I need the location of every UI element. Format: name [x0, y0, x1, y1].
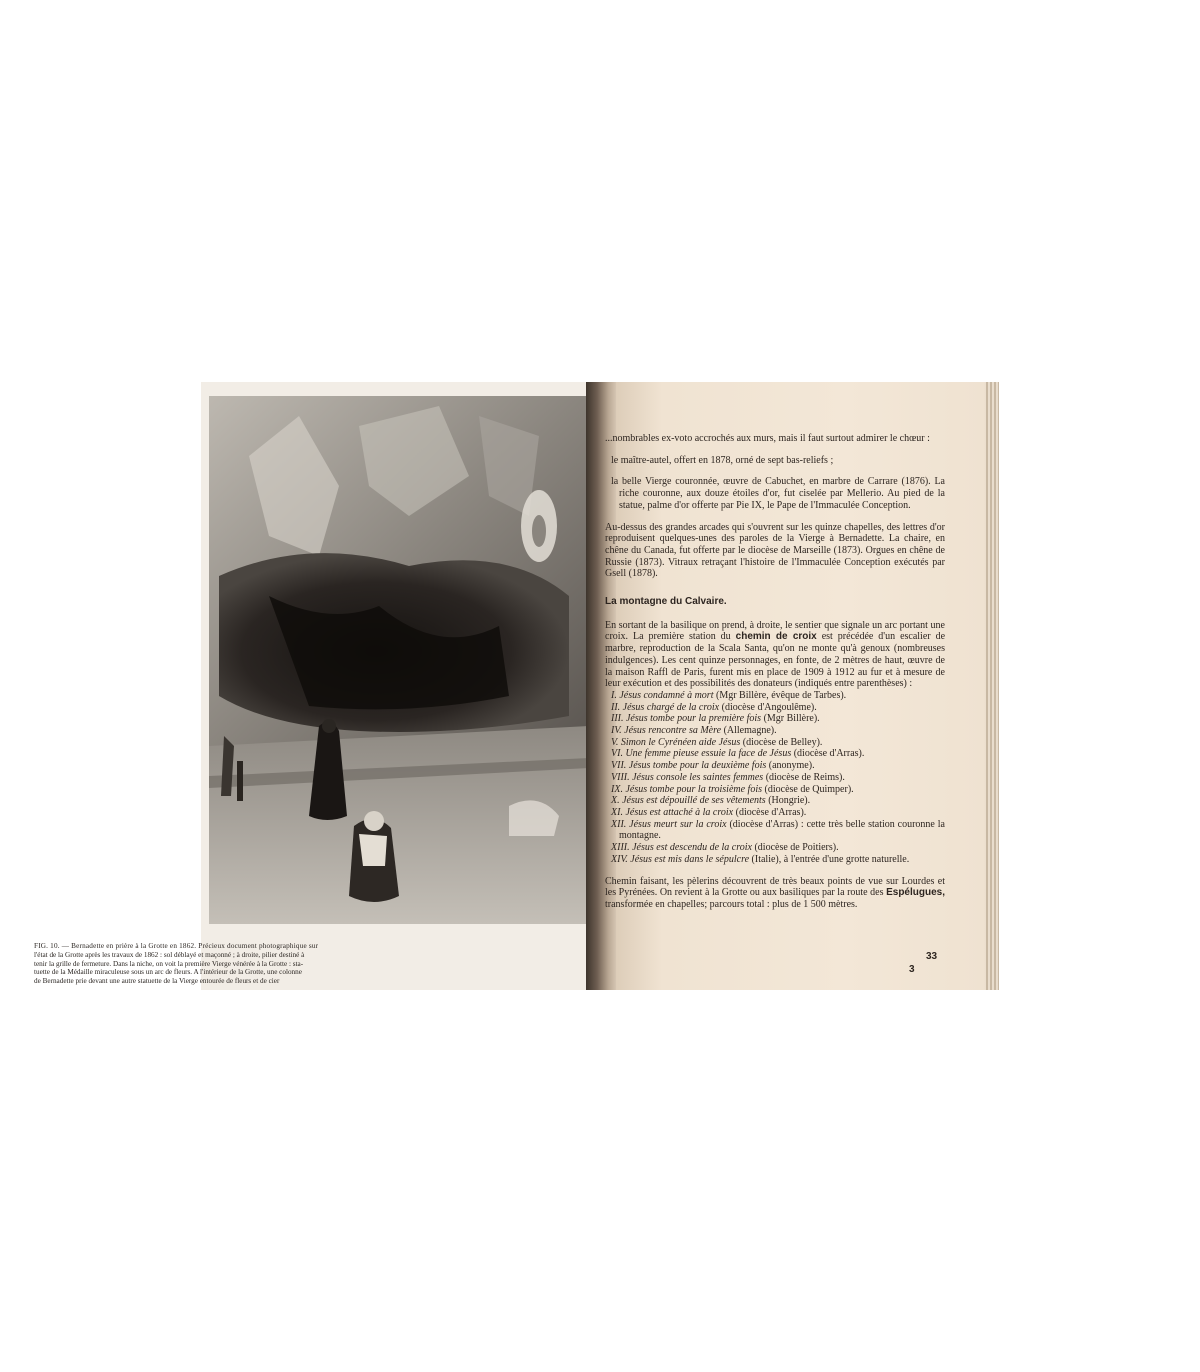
station-item: [605, 795, 945, 807]
station-donor: (diocèse de Poitiers).: [751, 842, 839, 854]
page-edges: [986, 382, 999, 990]
paragraph: [605, 876, 945, 911]
figure-caption: [34, 942, 586, 986]
bold-term: chemin de croix: [735, 631, 817, 643]
station-title: XI. Jésus est attaché à la croix: [611, 806, 734, 818]
station-item: [605, 690, 945, 702]
station-donor: (diocèse d'Arras) : cette très belle station couronne la montagne.: [619, 818, 945, 842]
caption-line: FIG. 10. — Bernadette en prière à la Grotte en 1862. Précieux document photographique sur: [34, 942, 319, 950]
station-title: VI. Une femme pieuse essuie la face de Jésus: [611, 748, 792, 760]
station-item: [605, 807, 945, 819]
station-donor: (Mgr Billère).: [761, 713, 820, 725]
station-item: [605, 713, 945, 725]
paragraph: Au-dessus des grandes arcades qui s'ouvrent sur les quinze chapelles, des lettres d'or reproduisent quelques-unes des paroles de la Vierge à Bernadette. La chaire, en chêne du Canada, fut offerte par le diocèse de Marseille (1873). Orgues en chêne de Russie (1873). Vitraux retraçant l'histoire de l'Immaculée Conception exécutés par Gsell (1878).: [605, 521, 945, 580]
station-donor: (diocèse d'Arras).: [791, 748, 865, 760]
station-title: V. Simon le Cyrénéen aide Jésus: [611, 736, 741, 748]
grotto-photograph: [209, 396, 589, 924]
caption-line: tuette de la Médaille miraculeuse sous un arc de fleurs. A l'intérieur de la Grotte, une colonne: [34, 968, 302, 977]
section-heading: La montagne du Calvaire.: [605, 596, 727, 608]
station-donor: (diocèse d'Arras).: [733, 806, 807, 818]
station-item: [605, 772, 945, 784]
paragraph: ...nombrables ex-voto accrochés aux murs, mais il faut surtout admirer le chœur :: [605, 433, 930, 444]
text-run: Chemin faisant, les pèlerins découvrent de très beaux points de vue sur Lourdes et les Pyrénées. On revient à la Grotte ou aux basiliques par la route des: [605, 875, 945, 899]
station-title: XIV. Jésus est mis dans le sépulcre: [611, 853, 750, 865]
station-donor: (anonyme).: [766, 760, 815, 772]
station-item: [605, 819, 945, 842]
station-donor: (diocèse de Reims).: [763, 771, 845, 783]
station-title: IX. Jésus tombe pour la troisième fois: [611, 783, 763, 795]
station-title: XIII. Jésus est descendu de la croix: [611, 842, 752, 854]
caption-line: tenir la grille de fermeture. Dans la niche, on voit la première Vierge vénérée à la Grotte : sta-: [34, 959, 304, 968]
station-donor: (Italie), à l'entrée d'une grotte naturelle.: [749, 853, 910, 865]
station-donor: (Mgr Billère, évêque de Tarbes).: [713, 689, 847, 701]
page-number: 33: [926, 951, 938, 962]
station-donor: (diocèse de Belley).: [740, 736, 823, 748]
station-title: VII. Jésus tombe pour la deuxième fois: [611, 760, 767, 772]
station-title: VIII. Jésus console les saintes femmes: [611, 771, 764, 783]
station-item: [605, 748, 945, 760]
text-run: transformée en chapelles; parcours total : plus de 1 500 mètres.: [605, 898, 858, 910]
paragraph: [605, 620, 945, 690]
stations-list: [605, 690, 945, 866]
signature-mark: 3: [909, 964, 915, 975]
caption-line: de Bernadette prie devant une autre statuette de la Vierge entourée de fleurs et de cier: [34, 977, 280, 986]
left-page: [201, 382, 591, 990]
station-title: I. Jésus condamné à mort: [611, 689, 714, 701]
station-item: [605, 784, 945, 796]
paragraph: le maître-autel, offert en 1878, orné de sept bas-reliefs ;: [611, 454, 834, 466]
caption-line: l'état de la Grotte après les travaux de 1862 : sol déblayé et maçonné ; à droite, pilier destiné à: [34, 950, 305, 959]
station-item: [605, 702, 945, 714]
station-title: XII. Jésus meurt sur la croix: [611, 818, 727, 830]
station-donor: (Hongrie).: [765, 795, 811, 807]
page-text: [605, 433, 945, 911]
station-item: [605, 725, 945, 737]
station-item: [605, 854, 945, 866]
text-run: est précédée d'un escalier de marbre, reproduction de la Scala Santa, qu'on ne monte qu'à genoux (nombreuses indulgences). Les cent quinze personnages, en fonte, de 2 mètres de haut, œuvre de la maison Raffl de Paris, furent mis en place de 1909 à 1912 au fur et à mesure de leur exécution et des possibilités des donateurs (indiqués entre parenthèses) :: [605, 631, 946, 690]
station-title: II. Jésus chargé de la croix: [611, 701, 720, 713]
station-title: X. Jésus est dépouillé de ses vêtements: [611, 795, 766, 807]
station-item: [605, 737, 945, 749]
paragraph: la belle Vierge couronnée, œuvre de Cabuchet, en marbre de Carrare (1876). La riche couronne, aux douze étoiles d'or, fut ciselée par Mellerio. Au pied de la statue, palme d'or offerte par Pie IX, le Pape de l'Immaculée Conception.: [611, 476, 945, 511]
station-donor: (diocèse d'Angoulême).: [719, 701, 817, 713]
station-title: III. Jésus tombe pour la première fois: [611, 713, 762, 725]
station-donor: (diocèse de Quimper).: [762, 783, 854, 795]
text-run: En sortant de la basilique on prend, à droite, le sentier que signale un arc portant une croix. La première station du: [605, 619, 945, 643]
station-donor: (Allemagne).: [721, 725, 777, 737]
station-item: [605, 842, 945, 854]
bold-term: Espélugues,: [886, 887, 945, 899]
station-item: [605, 760, 945, 772]
station-title: IV. Jésus rencontre sa Mère: [611, 725, 722, 737]
